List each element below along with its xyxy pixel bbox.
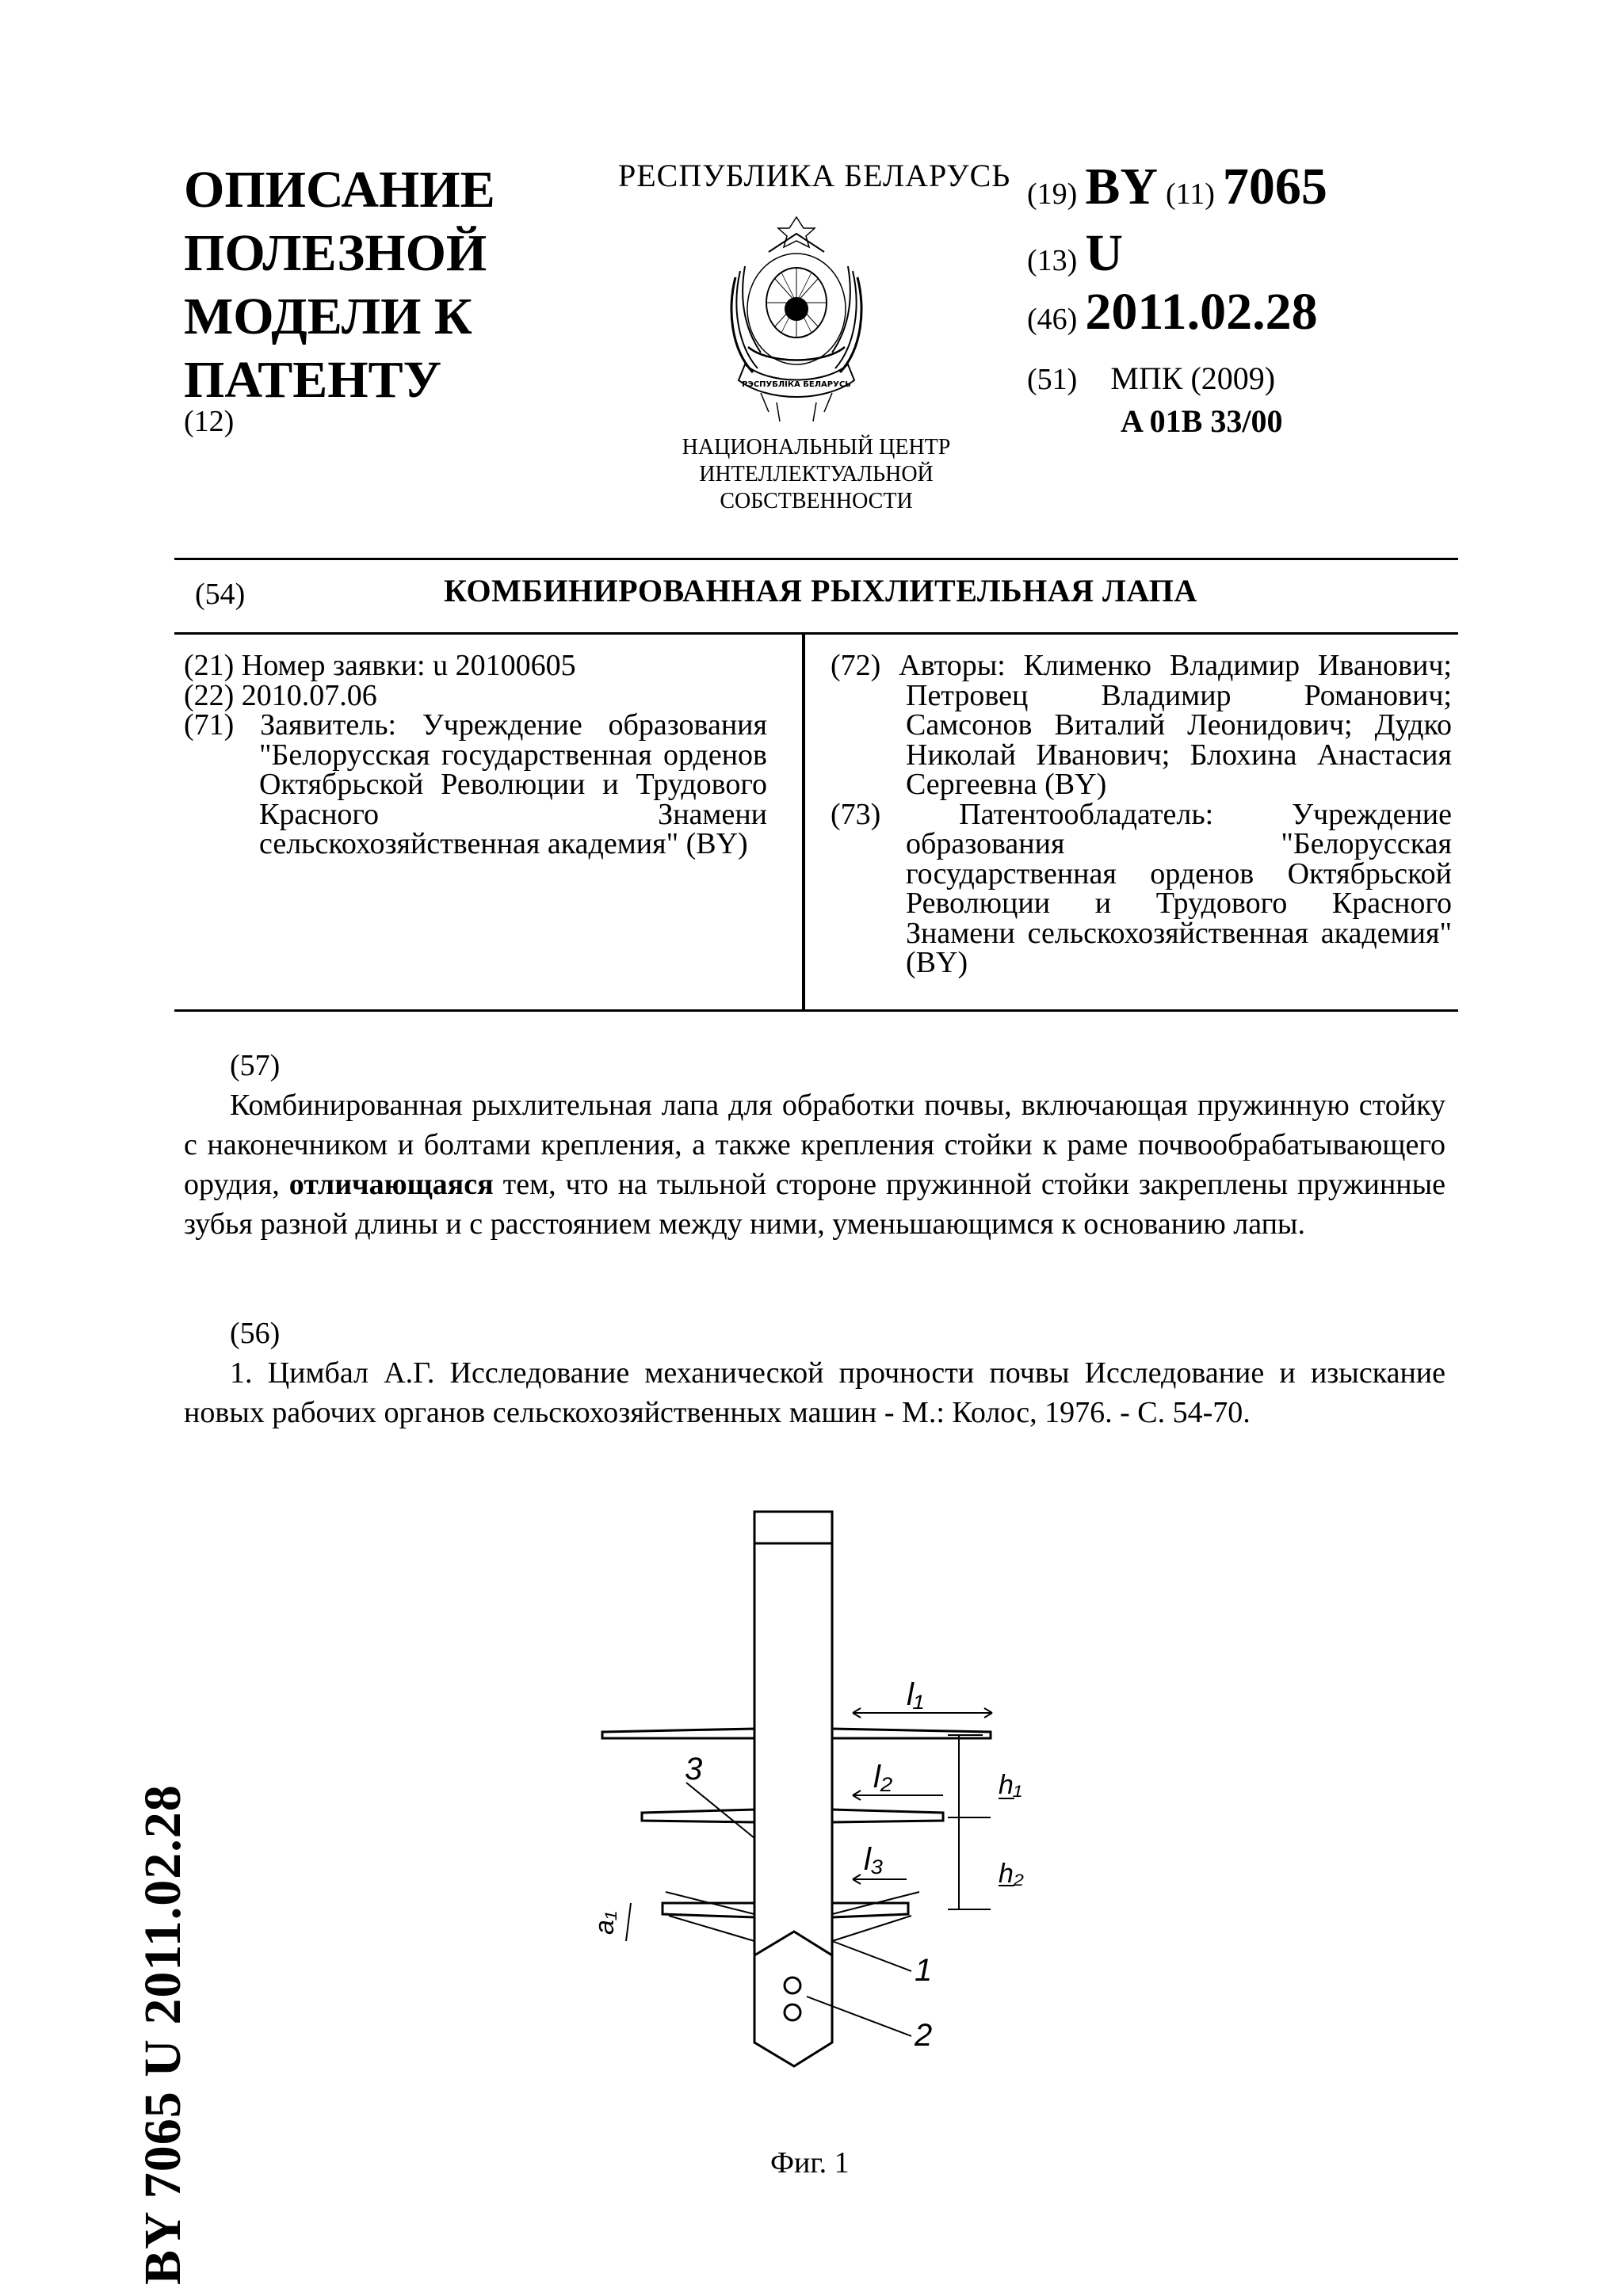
label-h2: h₂: [999, 1859, 1024, 1889]
figure-caption: Фиг. 1: [770, 2146, 850, 2180]
label-h1: h₁: [999, 1770, 1022, 1800]
label-l1: l₁: [907, 1677, 924, 1712]
abstract-text-part: Комбинированная рыхлительная лапа для обработки почвы, включающая пружинную стойку с наконечником и болтами крепления, а также крепления стойки к раме почвообрабатывающего орудия,: [184, 1089, 1445, 1201]
inid-code-46: (46): [1027, 303, 1078, 336]
title-line: ОПИСАНИЕ: [184, 161, 495, 219]
inid-code-51: (51): [1027, 363, 1078, 396]
bolt-hole: [785, 1978, 800, 1993]
spring-tooth: [602, 1729, 754, 1738]
leader-1: [832, 1941, 911, 1971]
spring-tooth: [832, 1810, 943, 1822]
republic-name: РЕСПУБЛИКА БЕЛАРУСЬ: [618, 158, 1011, 193]
label-2: 2: [915, 2018, 933, 2053]
divider: [174, 632, 1458, 635]
label-l3: l₃: [864, 1842, 884, 1877]
bolt-hole: [785, 2004, 800, 2020]
label-3: 3: [685, 1752, 703, 1787]
reference-item: 1. Цимбал А.Г. Исследование механической прочности почвы Исследование и изыскание новых рабочих органов сельскохозяйственных машин - М.: Колос, 1976. - С. 54-70.: [184, 1356, 1445, 1429]
publication-date: 2011.02.28: [1085, 283, 1318, 341]
spring-tooth: [642, 1810, 754, 1822]
stand-top-cap: [754, 1512, 832, 1543]
abstract-keyword: отличающаяся: [288, 1168, 494, 1201]
inid-code-12: (12): [184, 405, 235, 438]
center-name-line: ИНТЕЛЛЕКТУАЛЬНОЙ: [699, 462, 934, 486]
field-72: (72) Авторы: Клименко Владимир Иванович; Петровец Владимир Романович; Самсонов Виталий Леонидович; Дудко Николай Иванович; Блохина Анастасия Сергеевна (BY): [831, 649, 1452, 801]
document-title: [184, 158, 628, 412]
references-section: [184, 1314, 1445, 1432]
ipc-class: A 01B 33/00: [1121, 403, 1283, 439]
abstract-text: [184, 1085, 1445, 1244]
abstract-text-part: тем, что на тыльной стороне пружинной стойки закреплены пружинные зубья разной длины и с расстоянием между ними, уменьшающимся к основанию лапы.: [184, 1168, 1446, 1241]
biblio-line-46: [1027, 282, 1318, 342]
emblem-banner-text: РЭСПУБЛІКА БЕЛАРУСЬ: [742, 380, 851, 389]
figure-drawing: [586, 1497, 1030, 2115]
inid-code-19: (19): [1027, 177, 1078, 211]
column-divider: [802, 634, 805, 1011]
label-l2: l₂: [873, 1760, 893, 1794]
inid-code-13: (13): [1027, 244, 1078, 277]
field-21: (21) Номер заявки: u 20100605: [184, 649, 576, 682]
field-73: (73) Патентообладатель: Учреждение образования "Белорусская государственная орденов Октябрьской Революции и Трудового Красного Знамени сельскохозяйственная академия" (BY): [831, 797, 1452, 979]
ipc-label: МПК (2009): [1110, 360, 1276, 396]
spring-stand: [754, 1543, 832, 1955]
center-name-line: НАЦИОНАЛЬНЫЙ ЦЕНТР: [682, 435, 951, 460]
label-1: 1: [915, 1953, 933, 1988]
side-stamp: BY 7065 U 2011.02.28: [134, 1784, 192, 2285]
leader-2: [807, 1997, 911, 2036]
inid-code-54: (54): [195, 578, 246, 611]
spring-tooth: [832, 1729, 991, 1738]
title-line: ПАТЕНТУ: [184, 351, 442, 409]
state-emblem-icon: [713, 214, 880, 428]
inid-code-56: (56): [230, 1317, 281, 1350]
country-code: BY: [1085, 158, 1158, 215]
biblio-line-13: [1027, 223, 1123, 284]
label-a1: a₁: [590, 1911, 620, 1935]
divider: [174, 558, 1458, 560]
inid-code-11: (11): [1166, 177, 1215, 211]
right-column: [831, 651, 1452, 978]
center-name-line: СОБСТВЕННОСТИ: [720, 489, 913, 513]
inid-code-57: (57): [230, 1049, 281, 1082]
tip: [754, 1932, 832, 2066]
title-line: ПОЛЕЗНОЙ: [184, 224, 487, 282]
field-22: (22) 2010.07.06: [184, 678, 377, 712]
patent-number: 7065: [1222, 158, 1327, 215]
biblio-line-51: [1027, 360, 1275, 397]
biblio-line-19-11: [1027, 157, 1327, 217]
divider: [174, 1009, 1458, 1012]
kind-code: U: [1085, 224, 1123, 282]
invention-title: КОМБИНИРОВАННАЯ РЫХЛИТЕЛЬНАЯ ЛАПА: [444, 573, 1197, 608]
national-center-name: [650, 434, 983, 515]
left-column: [184, 651, 767, 860]
abstract-section: [184, 1046, 1445, 1244]
title-line: МОДЕЛИ К: [184, 288, 472, 345]
field-71: (71) Заявитель: Учреждение образования "Белорусская государственная орденов Октябрьской Революции и Трудового Красного Знамени сельскохозяйственная академия" (BY): [184, 708, 767, 860]
